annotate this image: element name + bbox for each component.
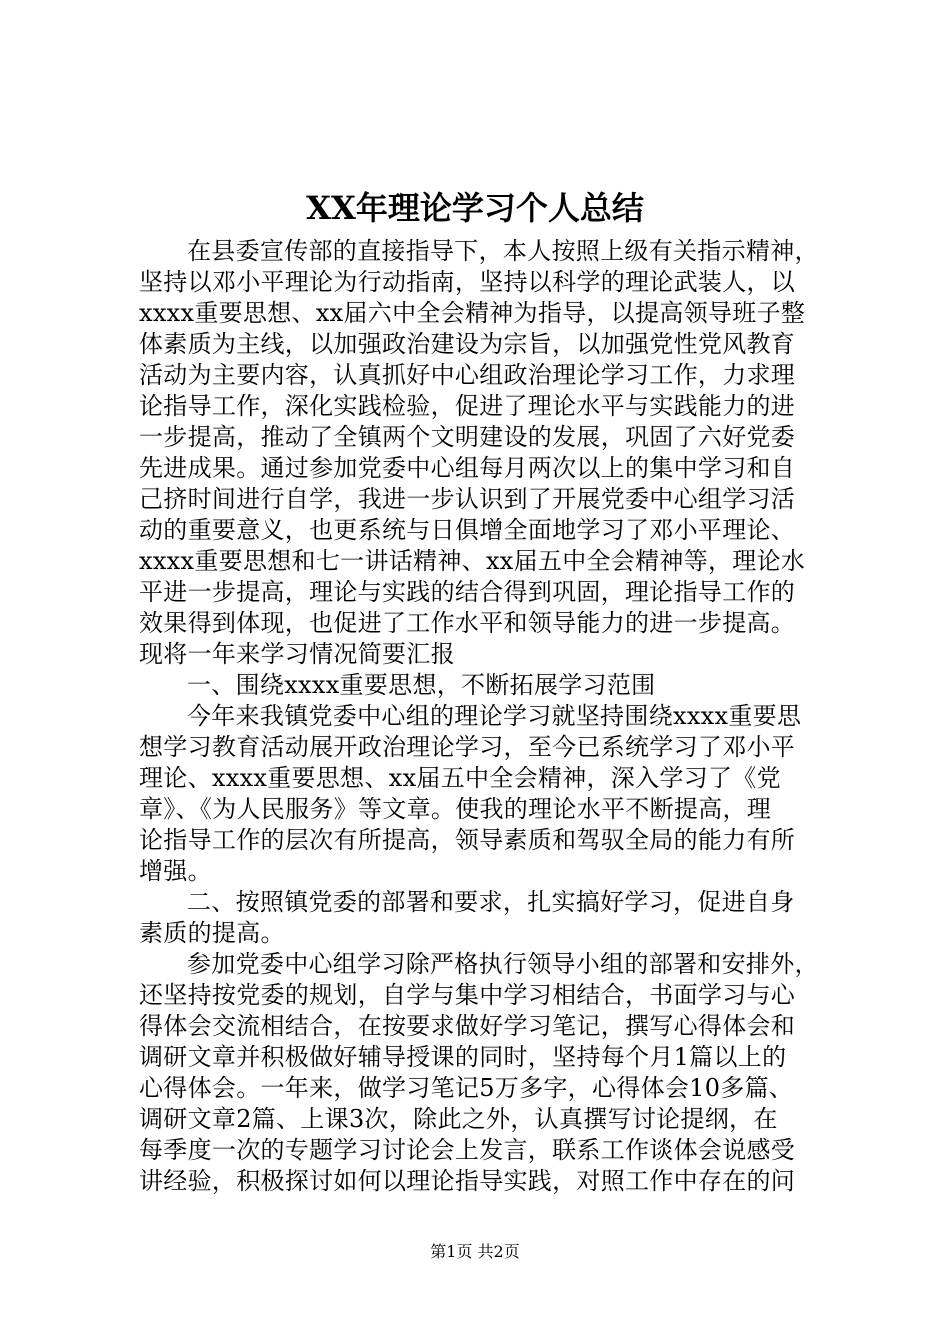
section-heading: 素质的提高。 xyxy=(139,919,285,947)
paragraph-line: 章》、《为人民服务》等文章。使我的理论水平不断提高，理 xyxy=(139,795,772,823)
paragraph-line: 体素质为主线，以加强政治建设为宗旨，以加强党性党风教育 xyxy=(139,330,796,358)
section-heading: 二、按照镇党委的部署和要求，扎实搞好学习，促进自身 xyxy=(187,888,795,916)
paragraph-line: 还坚持按党委的规划，自学与集中学习相结合，书面学习与心 xyxy=(139,981,796,1009)
paragraph-line: 论指导工作的层次有所提高，领导素质和驾驭全局的能力有所 xyxy=(139,826,796,854)
paragraph-line: 参加党委中心组学习除严格执行领导小组的部署和安排外， xyxy=(187,950,819,978)
paragraph-line: 今年来我镇党委中心组的理论学习就坚持围绕xxxx重要思 xyxy=(187,702,802,730)
paragraph-line: 先进成果。通过参加党委中心组每月两次以上的集中学习和自 xyxy=(139,454,796,482)
paragraph-line: 平进一步提高，理论与实践的结合得到巩固，理论指导工作的 xyxy=(139,578,796,606)
paragraph-line: 活动为主要内容，认真抓好中心组政治理论学习工作，力求理 xyxy=(139,361,796,389)
paragraph-line: 得体会交流相结合，在按要求做好学习笔记，撰写心得体会和 xyxy=(139,1012,796,1040)
paragraph-line: 效果得到体现，也促进了工作水平和领导能力的进一步提高。 xyxy=(139,609,796,637)
paragraph-line: 调研文章并积极做好辅导授课的同时，坚持每个月1篇以上的 xyxy=(139,1043,787,1071)
paragraph-line: 坚持以邓小平理论为行动指南，坚持以科学的理论武装人，以 xyxy=(139,268,796,296)
paragraph-line: xxxx重要思想、xx届六中全会精神为指导，以提高领导班子整 xyxy=(139,299,806,327)
paragraph-line: 想学习教育活动展开政治理论学习，至今已系统学习了邓小平 xyxy=(139,733,796,761)
paragraph-line: 增强。 xyxy=(139,857,212,885)
paragraph-line: 理论、xxxx重要思想、xx届五中全会精神，深入学习了《党 xyxy=(139,764,781,792)
paragraph-line: 一步提高，推动了全镇两个文明建设的发展，巩固了六好党委 xyxy=(139,423,796,451)
paragraph-line: xxxx重要思想和七一讲话精神、xx届五中全会精神等，理论水 xyxy=(139,547,806,575)
paragraph-line: 论指导工作，深化实践检验，促进了理论水平与实践能力的进 xyxy=(139,392,796,420)
paragraph-line: 讲经验，积极探讨如何以理论指导实践，对照工作中存在的问 xyxy=(139,1167,796,1195)
paragraph-line: 动的重要意义，也更系统与日俱增全面地学习了邓小平理论、 xyxy=(139,516,796,544)
page-number-footer: 第1页 共2页 xyxy=(430,1242,520,1261)
section-heading: 一、围绕xxxx重要思想，不断拓展学习范围 xyxy=(187,671,656,699)
document-body xyxy=(139,236,831,1197)
paragraph-line: 现将一年来学习情况简要汇报 xyxy=(139,640,455,668)
paragraph-line: 心得体会。一年来，做学习笔记5万多字，心得体会10多篇、 xyxy=(139,1074,794,1102)
paragraph-line: 每季度一次的专题学习讨论会上发言，联系工作谈体会说感受 xyxy=(139,1136,796,1164)
paragraph-line: 己挤时间进行自学，我进一步认识到了开展党委中心组学习活 xyxy=(139,485,796,513)
paragraph-line: 在县委宣传部的直接指导下，本人按照上级有关指示精神， xyxy=(187,237,819,265)
paragraph-line: 调研文章2篇、上课3次，除此之外，认真撰写讨论提纲，在 xyxy=(139,1105,778,1133)
document-title: XX年理论学习个人总结 xyxy=(306,189,644,227)
